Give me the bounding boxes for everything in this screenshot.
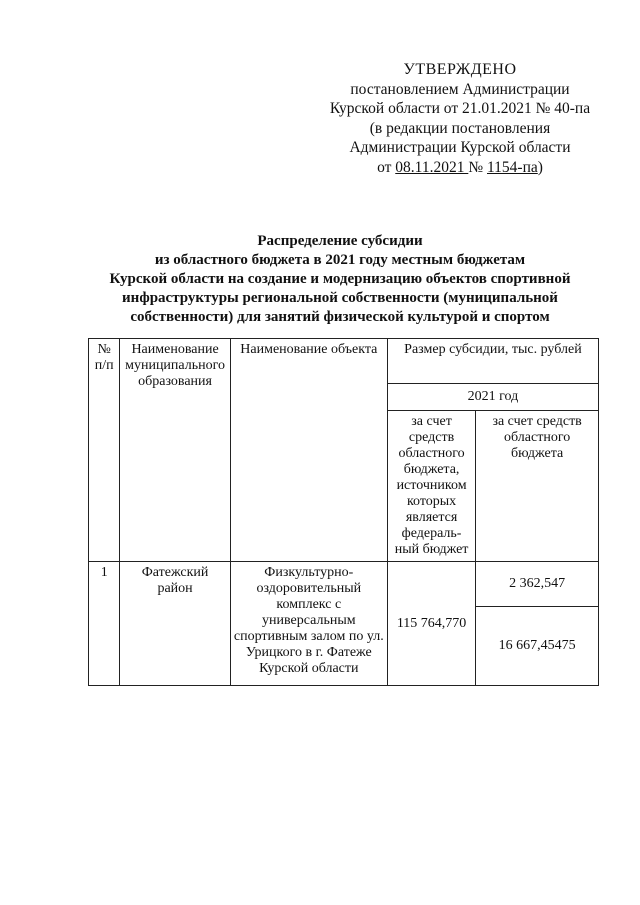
approval-line-4: Администрации Курской области — [349, 139, 571, 156]
header-year: 2021 год — [387, 384, 598, 411]
approval-date-prefix: от — [377, 158, 396, 176]
approval-block — [300, 60, 620, 177]
title-line-4: инфраструктуры региональной собственности (муниципальной — [122, 290, 558, 306]
header-subsidy-size: Размер субсидии, тыс. рублей — [387, 339, 598, 384]
approval-stamp: УТВЕРЖДЕНО — [403, 61, 517, 78]
approval-line-3: (в редакции постановления — [369, 119, 551, 137]
approval-number-sign: № — [468, 158, 487, 176]
header-regional-source: за счет средств областного бюджета — [476, 411, 599, 562]
row-regional-value-2: 16 667,45475 — [476, 607, 599, 686]
row-municipality: Фатежский район — [120, 562, 230, 686]
header-object: Наименование объекта — [230, 339, 387, 562]
row-object: Физкультурно-оздоровительный комплекс с универсальным спортивным залом по ул. Урицкого в г. Фатеже Курской области — [230, 562, 387, 686]
approval-line-5 — [300, 158, 620, 178]
approval-line-2: Курской области от 21.01.2021 № 40-па — [329, 100, 591, 117]
approval-date: 08.11.2021 — [395, 158, 469, 176]
title-line-2: из областного бюджета в 2021 году местным бюджетам — [154, 252, 526, 268]
title-line-5: собственности) для занятий физической культурой и спортом — [130, 309, 550, 325]
header-municipality: Наименование муниципального образования — [120, 339, 230, 562]
row-regional-value-1: 2 362,547 — [476, 562, 599, 607]
table-row — [89, 562, 599, 607]
row-federal-value: 115 764,770 — [387, 562, 475, 686]
title-line-3: Курской области на создание и модернизацию объектов спортивной — [109, 271, 571, 287]
approval-close-paren: ) — [537, 158, 543, 176]
document-title — [80, 232, 600, 327]
header-federal-source: за счет средств областного бюджета, источником которых является федераль-ный бюджет — [387, 411, 475, 562]
approval-line-1: постановлением Администрации — [350, 80, 570, 98]
row-number: 1 — [89, 562, 120, 686]
subsidy-table — [88, 338, 599, 686]
title-line-1: Распределение субсидии — [257, 233, 423, 249]
approval-number: 1154-па — [487, 158, 538, 176]
header-number: № п/п — [89, 339, 120, 562]
